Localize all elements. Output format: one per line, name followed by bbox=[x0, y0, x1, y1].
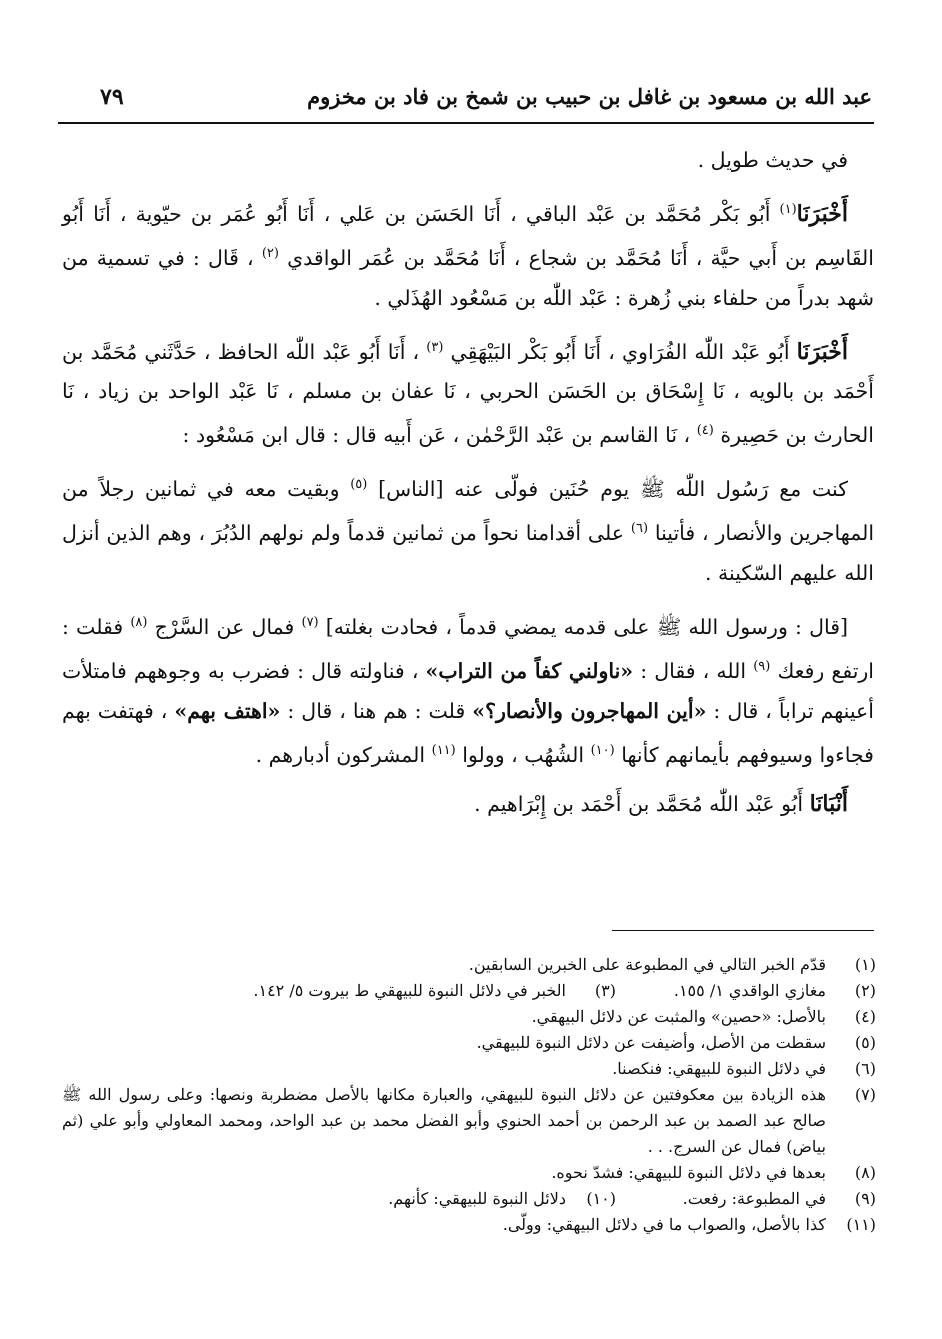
footnote-row-9-10 bbox=[62, 1186, 876, 1212]
paragraph-3 bbox=[62, 328, 874, 456]
footnote-number: (٣) bbox=[594, 981, 616, 1000]
footnote-number: (٦) bbox=[854, 1059, 876, 1078]
isnad-lead: أَخْبَرَنَا bbox=[796, 200, 848, 227]
footnote-ref: (٤) bbox=[696, 423, 714, 439]
footnote-ref: (٩) bbox=[753, 658, 771, 674]
footnote-number: (١٠) bbox=[586, 1189, 616, 1208]
isnad-lead: أَنْبَانَا bbox=[809, 791, 848, 818]
text-segment: كنت مع رَسُول اللّٰه ﷺ يوم حُنَين فولّى عنه [الناس] bbox=[367, 477, 849, 502]
footnote-text: مغازي الواقدي ١/ ١٥٥. bbox=[673, 981, 826, 1000]
footnote-ref: (٨) bbox=[130, 614, 148, 630]
footnote-number: (٩) bbox=[854, 1189, 876, 1208]
footnote-ref: (٧) bbox=[301, 614, 319, 630]
text-segment: الشُهُب ، وولوا bbox=[455, 742, 591, 767]
footnote-ref: (٢) bbox=[261, 245, 279, 261]
footnote-number: (٢) bbox=[854, 981, 876, 1000]
footnote-5 bbox=[62, 1030, 876, 1056]
footnote-text: كذا بالأصل، والصواب ما في دلائل البيهقي: وولّى. bbox=[502, 1215, 826, 1234]
footnote-ref: (١٠) bbox=[590, 742, 615, 758]
header-rule bbox=[58, 122, 874, 124]
paragraph-2 bbox=[62, 190, 874, 318]
footnote-9 bbox=[636, 1186, 876, 1212]
footnote-ref: (٦) bbox=[630, 521, 649, 537]
paragraph-6 bbox=[62, 784, 874, 824]
text-segment: على أقدامنا نحواً من ثمانين قدماً ولم نولهم الدُبُرَ ، وهم الذين أنزل الله عليهم السّكينة . bbox=[62, 520, 874, 585]
footnotes bbox=[62, 952, 876, 1238]
footnote-text: الخبر في دلائل النبوة للبيهقي ط بيروت ٥/ ١٤٢. bbox=[253, 981, 566, 1000]
text-segment: وبقيت معه في ثمانين رجلاً من المهاجرين والأنصار ، فأتينا bbox=[62, 477, 875, 545]
text-segment: قلت : هم هنا ، قال : bbox=[280, 698, 473, 723]
footnote-text: هذه الزيادة بين معكوفتين عن دلائل النبوة للبيهقي، والعبارة مكانها بالأصل مضطربة ونصها: وعلى رسول الله ﷺ صالح عبد الصمد بن عبد الرحمن بن أحمد الحنوي وأبو الفضل محمد بن عبد الواحد، ومحمد المعاولي وأبو علي (ثم بياض) فمال عن السرج. . . bbox=[62, 1085, 826, 1156]
text-segment: ، نَا القاسم بن عَبْد الرَّحْمٰن ، عَن أَبيه قال : قال ابن مَسْعُود : bbox=[182, 423, 697, 448]
text-segment: أَبُو عَبْد اللّٰه الفُرَاوي ، أَنَا أَبُو بَكْر البَيْهَقِي bbox=[443, 339, 797, 364]
footnote-text: دلائل النبوة للبيهقي: كأنهم. bbox=[388, 1189, 566, 1208]
footnote-number: (١١) bbox=[846, 1215, 876, 1234]
text-segment: [قال : ورسول الله ﷺ على قدمه يمضي قدماً ، فحادت بغلته] bbox=[318, 614, 849, 639]
footnote-number: (٨) bbox=[854, 1163, 876, 1182]
text-segment: أَبُو بَكْر مُحَمَّد بن عَبْد الباقي ، أَنَا الحَسَن بن عَلي ، أَنَا أَبُو عُمَر بن حيّوية ، أَنَا أَبُو القَاسِم بن أَبي حيَّة ، أَنَا مُحَمَّد بن شجاع ، أَنَا مُحَمَّد بن عُمَر الواقدي bbox=[62, 201, 875, 270]
footnote-row-2-3 bbox=[62, 978, 876, 1004]
text-segment: أَبُو عَبْد اللّٰه مُحَمَّد بن أَحْمَد بن إِبْرَاهيم . bbox=[474, 792, 810, 817]
footnote-text: بعدها في دلائل النبوة للبيهقي: فشدّ نحوه. bbox=[551, 1163, 826, 1182]
footnote-6 bbox=[62, 1056, 876, 1082]
isnad-lead: أَخْبَرَنَا bbox=[796, 338, 848, 365]
paragraph-1: في حديث طويل . bbox=[697, 148, 848, 172]
text-segment: الله ، فقال : bbox=[633, 658, 754, 683]
paragraph-4 bbox=[62, 465, 874, 593]
text-segment: ، فهتفت بهم فجاءوا وسيوفهم بأيمانهم كأنها bbox=[62, 698, 874, 767]
footnote-rule bbox=[612, 930, 874, 931]
quoted-speech: «ناولني كفاً من التراب» bbox=[425, 658, 634, 683]
main-text bbox=[62, 140, 874, 834]
page-number: ٧٩ bbox=[100, 84, 124, 110]
footnote-text: في المطبوعة: رفعت. bbox=[682, 1189, 826, 1208]
text-segment: فقلت : ارتفع رفعك bbox=[62, 614, 874, 683]
footnote-4 bbox=[62, 1004, 876, 1030]
text-segment: ، أَنَا أَبُو عَبْد اللّٰه الحافظ ، حَدَّثَني مُحَمَّد بن أَحْمَد بن بالويه ، نَا إِسْحَاق بن الحَسَن الحربي ، نَا عفان بن مسلم ، نَا عَبْد الواحد بن زياد ، نَا الحارث بن حَصِيرة bbox=[62, 339, 874, 448]
text-segment: ، قَال : في تسمية من شهد بدراً من حلفاء بني زُهرة : عَبْد اللّٰه بن مَسْعُود الهُذَلي . bbox=[62, 245, 874, 310]
footnote-number: (٧) bbox=[854, 1085, 876, 1104]
footnote-ref: (٣) bbox=[426, 339, 444, 355]
quoted-speech: «اهتف بهم» bbox=[174, 698, 281, 723]
footnote-text: سقطت من الأصل، وأضيفت عن دلائل النبوة للبيهقي. bbox=[476, 1033, 826, 1052]
text-segment: المشركون أدبارهم . bbox=[255, 742, 432, 767]
quoted-speech: «أين المهاجرون والأنصار؟» bbox=[472, 698, 707, 723]
footnote-3 bbox=[62, 978, 636, 1004]
footnote-text: في دلائل النبوة للبيهقي: فنكصنا. bbox=[612, 1059, 826, 1078]
footnote-number: (٥) bbox=[854, 1033, 876, 1052]
page-header bbox=[60, 84, 872, 120]
text-segment: ، فناولته قال : فضرب به وجوههم فامتلأت أعينهم تراباً ، قال : bbox=[62, 658, 874, 723]
footnote-number: (٤) bbox=[854, 1007, 876, 1026]
footnote-7 bbox=[62, 1082, 876, 1160]
footnote-text: بالأصل: «حصين» والمثبت عن دلائل البيهقي. bbox=[531, 1007, 826, 1026]
footnote-8 bbox=[62, 1160, 876, 1186]
footnote-ref: (١) bbox=[779, 202, 797, 217]
footnote-ref: (١١) bbox=[431, 742, 456, 758]
footnote-ref: (٥) bbox=[350, 477, 368, 493]
footnote-10 bbox=[62, 1186, 636, 1212]
footnote-number: (١) bbox=[854, 955, 876, 974]
running-title: عبد الله بن مسعود بن غافل بن حبيب بن شمخ بن فاد بن مخزوم bbox=[307, 84, 872, 109]
footnote-text: قدّم الخبر التالي في المطبوعة على الخبرين السابقين. bbox=[468, 955, 826, 974]
footnote-1 bbox=[62, 952, 876, 978]
footnote-2 bbox=[636, 978, 876, 1004]
paragraph-5 bbox=[62, 603, 874, 774]
footnote-11 bbox=[62, 1212, 876, 1238]
text-segment: فمال عن السَّرْج bbox=[147, 614, 302, 639]
